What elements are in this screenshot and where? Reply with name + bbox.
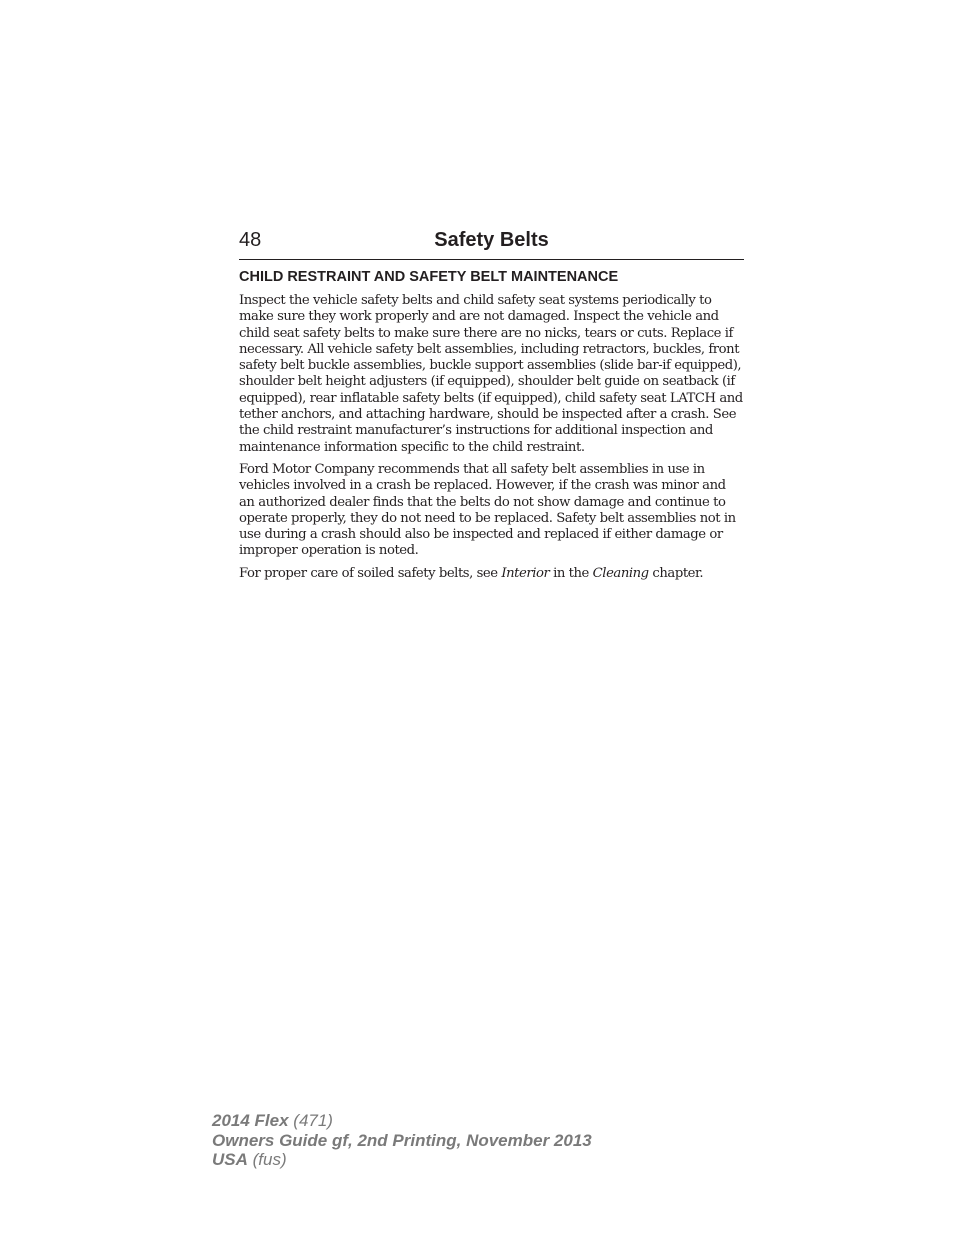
interior-reference: Interior [501,565,550,581]
care-paragraph [239,566,744,582]
care-text-after: chapter. [648,565,704,581]
cleaning-reference: Cleaning [592,565,649,581]
chapter-title: Safety Belts [434,229,549,251]
footer-region: USA [212,1150,248,1169]
section-content [239,268,744,588]
replacement-paragraph: Ford Motor Company recommends that all safety belt assemblies in use in vehicles involved in a crash be replaced. However, if the crash was minor and an authorized dealer finds that the belts do not show damage and continue to operate properly, they do not need to be replaced. Safety belt assemblies not in use during a crash should also be inspected and replaced if either damage or improper operation is noted. [239,461,736,559]
footer-model: 2014 Flex [212,1111,289,1130]
footer-region-code: (fus) [247,1150,287,1169]
page-header [239,228,744,260]
footer-model-line [212,1111,592,1131]
page-footer [212,1111,592,1170]
footer-region-line [212,1150,592,1170]
section-heading: CHILD RESTRAINT AND SAFETY BELT MAINTENANCE [239,269,619,285]
care-text-middle: in the [549,565,593,581]
care-text-before: For proper care of soiled safety belts, see [239,565,502,581]
page-number: 48 [239,229,262,251]
footer-model-code: (471) [288,1111,333,1130]
footer-guide-line: Owners Guide gf, 2nd Printing, November 2013 [212,1130,592,1150]
inspection-paragraph: Inspect the vehicle safety belts and child safety seat systems periodically to make sure they work properly and are not damaged. Inspect the vehicle and child seat safety belts to make sure there are no nicks, tears or cuts. Replace if necessary. All vehicle safety belt assemblies, including retractors, buckles, front safety belt buckle assemblies, buckle support assemblies (slide bar-if equipped), shoulder belt height adjusters (if equipped), shoulder belt guide on seatback (if equipped), rear inflatable safety belts (if equipped), child safety seat LATCH and tether anchors, and attaching hardware, should be inspected after a crash. See the child restraint manufacturer’s instructions for additional inspection and maintenance information specific to the child restraint. [239,293,743,455]
